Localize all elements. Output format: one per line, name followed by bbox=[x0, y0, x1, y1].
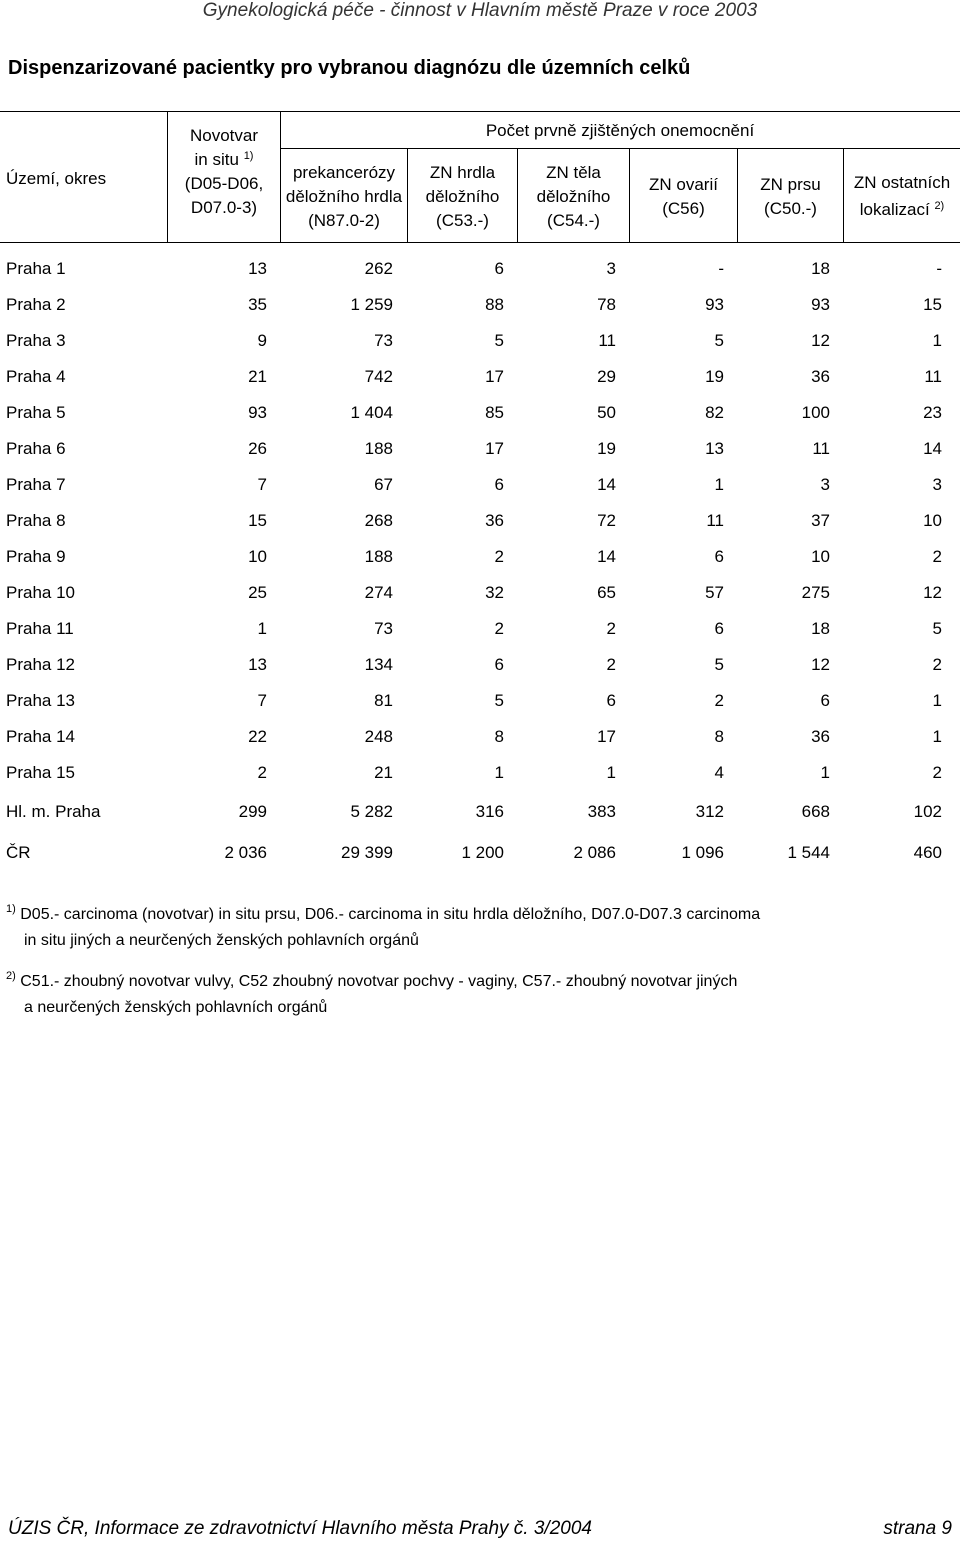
cell-prekancerozy: 248 bbox=[364, 727, 393, 746]
footnote-1-continuation: in situ jiných a neurčených ženských pohlavních orgánů bbox=[24, 932, 419, 949]
table-row-label: Praha 5 bbox=[6, 403, 66, 422]
cell-novotvar: 7 bbox=[257, 691, 267, 710]
table-row-label: Praha 13 bbox=[6, 691, 75, 710]
cell-prekancerozy: 268 bbox=[364, 511, 393, 530]
column-header-zn-tela: ZN těla děložního (C54.-) bbox=[536, 163, 611, 230]
cell-novotvar: 93 bbox=[248, 403, 267, 422]
cell-zn-hrdla: 5 bbox=[494, 331, 504, 350]
table-row-label: Praha 6 bbox=[6, 439, 66, 458]
cell-zn-prsu: 93 bbox=[811, 295, 830, 314]
cell-zn-hrdla: 1 bbox=[494, 763, 504, 782]
cell-novotvar: 2 bbox=[257, 763, 267, 782]
cell-zn-hrdla: 2 bbox=[494, 547, 504, 566]
cell-zn-ovarii: 6 bbox=[714, 547, 724, 566]
cell-zn-tela: 72 bbox=[597, 511, 616, 530]
cell-zn-ostatnich: 14 bbox=[923, 439, 942, 458]
cell-prekancerozy: 188 bbox=[364, 439, 393, 458]
cell-zn-hrdla: 316 bbox=[475, 802, 504, 821]
column-header-zn-ostatnich: ZN ostatních lokalizací $^{2)}$ bbox=[853, 173, 951, 219]
table-row-label: Praha 1 bbox=[6, 259, 66, 278]
cell-zn-hrdla: 2 bbox=[494, 619, 504, 638]
cell-novotvar: 22 bbox=[248, 727, 267, 746]
cell-zn-ovarii: 13 bbox=[705, 439, 724, 458]
cell-zn-tela: 11 bbox=[598, 331, 616, 350]
table-row-label: Praha 10 bbox=[6, 583, 75, 602]
cell-prekancerozy: 1 404 bbox=[350, 403, 393, 422]
cell-zn-ovarii: 5 bbox=[714, 655, 724, 674]
cell-zn-ostatnich: 1 bbox=[932, 691, 942, 710]
cell-zn-tela: 3 bbox=[606, 259, 616, 278]
cell-prekancerozy: 29 399 bbox=[341, 843, 393, 862]
cell-zn-prsu: 12 bbox=[811, 655, 830, 674]
cell-zn-prsu: 10 bbox=[811, 547, 830, 566]
group-header: Počet prvně zjištěných onemocnění bbox=[485, 121, 755, 140]
footnote-1: $^{1)}$ D05.- carcinoma (novotvar) in situ prsu, D06.- carcinoma in situ hrdla děložního, D07.0-D07.3 carcinoma bbox=[6, 903, 761, 923]
cell-zn-ostatnich: 2 bbox=[932, 763, 942, 782]
cell-zn-ovarii: 93 bbox=[705, 295, 724, 314]
cell-zn-ostatnich: 23 bbox=[923, 403, 942, 422]
cell-novotvar: 35 bbox=[248, 295, 267, 314]
table-top-rule bbox=[0, 111, 960, 112]
cell-zn-prsu: 11 bbox=[812, 439, 830, 458]
cell-zn-prsu: 37 bbox=[811, 511, 830, 530]
cell-zn-tela: 1 bbox=[606, 763, 616, 782]
cell-novotvar: 2 036 bbox=[224, 843, 267, 862]
column-header-zn-prsu: ZN prsu (C50.-) bbox=[760, 175, 821, 218]
column-header-territory: Území, okres bbox=[6, 169, 107, 188]
cell-zn-ostatnich: 2 bbox=[932, 655, 942, 674]
cell-zn-hrdla: 8 bbox=[494, 727, 504, 746]
cell-novotvar: 7 bbox=[257, 475, 267, 494]
cell-zn-tela: 78 bbox=[597, 295, 616, 314]
cell-novotvar: 25 bbox=[248, 583, 267, 602]
cell-zn-prsu: 18 bbox=[811, 259, 830, 278]
cell-zn-hrdla: 85 bbox=[485, 403, 504, 422]
cell-prekancerozy: 81 bbox=[374, 691, 393, 710]
total-row-label: Hl. m. Praha bbox=[6, 802, 101, 821]
column-header-zn-hrdla: ZN hrdla děložního (C53.-) bbox=[425, 163, 500, 230]
cell-novotvar: 299 bbox=[238, 802, 267, 821]
cell-prekancerozy: 73 bbox=[374, 619, 393, 638]
cell-prekancerozy: 21 bbox=[374, 763, 393, 782]
cell-prekancerozy: 67 bbox=[374, 475, 393, 494]
cell-zn-ovarii: 11 bbox=[706, 511, 724, 530]
table-row-label: Praha 9 bbox=[6, 547, 66, 566]
cell-zn-hrdla: 6 bbox=[494, 655, 504, 674]
page-title: Dispenzarizované pacientky pro vybranou diagnózu dle územních celků bbox=[8, 57, 691, 79]
cell-zn-hrdla: 17 bbox=[485, 439, 504, 458]
cell-zn-ovarii: 6 bbox=[714, 619, 724, 638]
table-row-label: Praha 12 bbox=[6, 655, 75, 674]
table-row-label: Praha 2 bbox=[6, 295, 66, 314]
table-row-label: Praha 7 bbox=[6, 475, 66, 494]
cell-zn-hrdla: 17 bbox=[485, 367, 504, 386]
cell-zn-hrdla: 5 bbox=[494, 691, 504, 710]
cell-zn-ovarii: 5 bbox=[714, 331, 724, 350]
cell-zn-tela: 65 bbox=[597, 583, 616, 602]
cell-zn-ovarii: 2 bbox=[714, 691, 724, 710]
cell-zn-prsu: 100 bbox=[801, 403, 830, 422]
cell-zn-hrdla: 6 bbox=[494, 475, 504, 494]
cell-zn-tela: 2 bbox=[606, 655, 616, 674]
header-divider bbox=[167, 111, 168, 242]
cell-zn-tela: 2 bbox=[606, 619, 616, 638]
cell-prekancerozy: 1 259 bbox=[350, 295, 393, 314]
cell-zn-prsu: 668 bbox=[801, 802, 830, 821]
cell-zn-ostatnich: 1 bbox=[932, 331, 942, 350]
cell-zn-ostatnich: 15 bbox=[923, 295, 942, 314]
total-row-label: ČR bbox=[6, 843, 31, 862]
table-row-label: Praha 4 bbox=[6, 367, 66, 386]
column-header-novotvar: Novotvar in situ $^{1)}$ (D05-D06, D07.0-3) bbox=[184, 126, 264, 217]
table-header-bottom-rule bbox=[0, 242, 960, 243]
cell-novotvar: 13 bbox=[248, 259, 267, 278]
table-row-label: Praha 11 bbox=[6, 619, 74, 638]
cell-zn-ovarii: 4 bbox=[714, 763, 724, 782]
cell-zn-ovarii: 19 bbox=[705, 367, 724, 386]
cell-zn-ovarii: 8 bbox=[714, 727, 724, 746]
cell-zn-hrdla: 36 bbox=[485, 511, 504, 530]
cell-zn-prsu: 1 544 bbox=[787, 843, 830, 862]
cell-zn-ostatnich: - bbox=[936, 259, 942, 278]
cell-novotvar: 13 bbox=[248, 655, 267, 674]
cell-zn-tela: 383 bbox=[587, 802, 616, 821]
cell-zn-ovarii: 1 bbox=[714, 475, 724, 494]
page-footer-source: ÚZIS ČR, Informace ze zdravotnictví Hlavního města Prahy č. 3/2004 bbox=[8, 1518, 592, 1539]
cell-zn-ostatnich: 102 bbox=[913, 802, 942, 821]
cell-zn-prsu: 12 bbox=[811, 331, 830, 350]
column-header-prekancerozy: prekancerózy děložního hrdla (N87.0-2) bbox=[285, 163, 403, 230]
cell-zn-ostatnich: 460 bbox=[913, 843, 942, 862]
cell-zn-tela: 19 bbox=[597, 439, 616, 458]
running-header: Gynekologická péče - činnost v Hlavním městě Praze v roce 2003 bbox=[202, 0, 758, 21]
cell-zn-prsu: 36 bbox=[811, 727, 830, 746]
cell-zn-tela: 14 bbox=[597, 547, 616, 566]
cell-zn-ovarii: 57 bbox=[705, 583, 724, 602]
footnote-2-continuation: a neurčených ženských pohlavních orgánů bbox=[24, 999, 328, 1016]
cell-zn-ostatnich: 11 bbox=[924, 367, 942, 386]
cell-novotvar: 10 bbox=[248, 547, 267, 566]
cell-prekancerozy: 188 bbox=[364, 547, 393, 566]
cell-zn-ovarii: 312 bbox=[695, 802, 724, 821]
cell-zn-ovarii: - bbox=[718, 259, 724, 278]
cell-zn-ostatnich: 2 bbox=[932, 547, 942, 566]
cell-novotvar: 15 bbox=[248, 511, 267, 530]
table-row-label: Praha 8 bbox=[6, 511, 66, 530]
cell-zn-prsu: 275 bbox=[801, 583, 830, 602]
cell-zn-ostatnich: 3 bbox=[932, 475, 942, 494]
cell-zn-prsu: 36 bbox=[811, 367, 830, 386]
cell-zn-tela: 17 bbox=[597, 727, 616, 746]
cell-prekancerozy: 742 bbox=[364, 367, 393, 386]
cell-zn-ovarii: 1 096 bbox=[681, 843, 724, 862]
table-row-label: Praha 15 bbox=[6, 763, 75, 782]
cell-zn-ostatnich: 12 bbox=[923, 583, 942, 602]
table-row-label: Praha 14 bbox=[6, 727, 75, 746]
cell-prekancerozy: 134 bbox=[364, 655, 393, 674]
cell-zn-prsu: 18 bbox=[811, 619, 830, 638]
cell-zn-ostatnich: 1 bbox=[932, 727, 942, 746]
group-header-rule bbox=[280, 148, 960, 149]
cell-zn-tela: 50 bbox=[597, 403, 616, 422]
cell-zn-prsu: 3 bbox=[820, 475, 830, 494]
cell-zn-hrdla: 1 200 bbox=[461, 843, 504, 862]
cell-zn-tela: 2 086 bbox=[573, 843, 616, 862]
cell-zn-prsu: 6 bbox=[820, 691, 830, 710]
cell-novotvar: 21 bbox=[248, 367, 267, 386]
cell-zn-prsu: 1 bbox=[820, 763, 830, 782]
cell-zn-ostatnich: 5 bbox=[932, 619, 942, 638]
table-row-label: Praha 3 bbox=[6, 331, 66, 350]
cell-zn-tela: 14 bbox=[597, 475, 616, 494]
page-number: strana 9 bbox=[883, 1518, 952, 1539]
cell-novotvar: 26 bbox=[248, 439, 267, 458]
cell-zn-ovarii: 82 bbox=[705, 403, 724, 422]
footnote-2: $^{2)}$ C51.- zhoubný novotvar vulvy, C52 zhoubný novotvar pochvy - vaginy, C57.- zhoubný novotvar jiných bbox=[6, 970, 738, 990]
cell-prekancerozy: 262 bbox=[364, 259, 393, 278]
cell-zn-hrdla: 32 bbox=[485, 583, 504, 602]
cell-novotvar: 9 bbox=[257, 331, 267, 350]
cell-prekancerozy: 274 bbox=[364, 583, 393, 602]
cell-prekancerozy: 5 282 bbox=[350, 802, 393, 821]
column-header-zn-ovarii: ZN ovarií (C56) bbox=[649, 175, 718, 218]
cell-zn-hrdla: 6 bbox=[494, 259, 504, 278]
cell-prekancerozy: 73 bbox=[374, 331, 393, 350]
cell-zn-hrdla: 88 bbox=[485, 295, 504, 314]
cell-novotvar: 1 bbox=[257, 619, 267, 638]
cell-zn-tela: 29 bbox=[597, 367, 616, 386]
cell-zn-tela: 6 bbox=[606, 691, 616, 710]
cell-zn-ostatnich: 10 bbox=[923, 511, 942, 530]
